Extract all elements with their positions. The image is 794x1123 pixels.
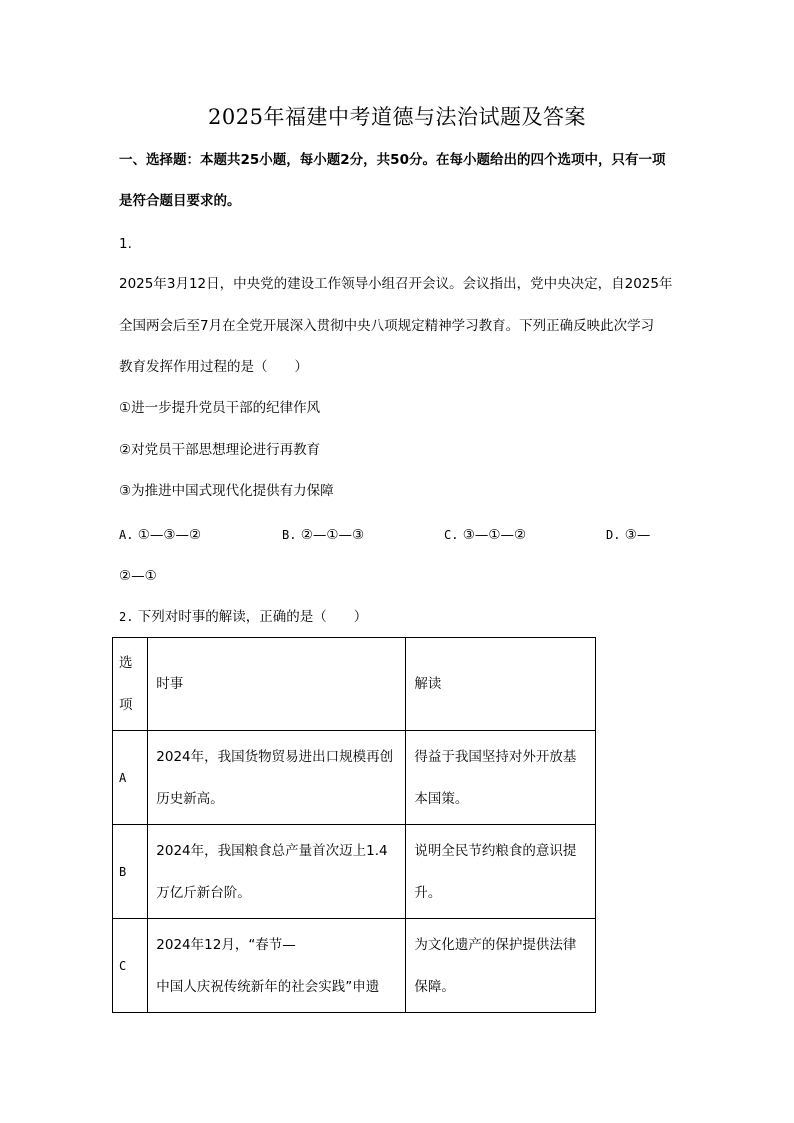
section-heading-line-2: 是符合题目要求的。 bbox=[119, 193, 241, 209]
question-1-option-b bbox=[282, 525, 364, 545]
question-2-stem-text: 下列对时事的解读，正确的是（ ） bbox=[137, 609, 368, 625]
option-letter: C. bbox=[444, 528, 459, 542]
question-1-stem-line-1: 2025年3月12日，中央党的建设工作领导小组召开会议。会议指出，党中央决定，自2025年 bbox=[119, 276, 673, 292]
option-text: ③—①—② bbox=[462, 527, 527, 543]
interpretation-line: 本国策。 bbox=[414, 790, 469, 807]
question-1-option-d bbox=[606, 525, 650, 545]
option-letter: A. bbox=[119, 528, 134, 542]
row-interpretation-cell bbox=[406, 825, 596, 919]
question-1-statement-2: ②对党员干部思想理论进行再教育 bbox=[119, 442, 321, 458]
table-row bbox=[113, 825, 596, 919]
document-title: 2025年福建中考道德与法治试题及答案 bbox=[208, 105, 586, 129]
row-event-cell bbox=[148, 919, 406, 1013]
header-option-line-2: 项 bbox=[119, 697, 133, 713]
option-text: ②—①—③ bbox=[300, 527, 365, 543]
event-line: 2024年，我国货物贸易进出口规模再创 bbox=[156, 748, 394, 765]
event-line: 万亿斤新台阶。 bbox=[156, 884, 251, 901]
event-line: 2024年，我国粮食总产量首次迈上1.4 bbox=[156, 842, 388, 859]
event-line: 历史新高。 bbox=[156, 790, 224, 807]
section-heading-line-1: 一、选择题：本题共25小题，每小题2分，共50分。在每小题给出的四个选项中，只有一项 bbox=[119, 152, 666, 168]
interpretation-line: 保障。 bbox=[414, 978, 455, 995]
question-1-number: 1. bbox=[119, 236, 132, 252]
event-line: 2024年12月，“春节— bbox=[156, 936, 296, 953]
question-1-option-a bbox=[119, 525, 201, 545]
row-event-cell bbox=[148, 825, 406, 919]
option-text: ③— bbox=[624, 527, 651, 543]
table-row bbox=[113, 919, 596, 1013]
row-option-cell: B bbox=[113, 825, 148, 919]
row-event-cell bbox=[148, 731, 406, 825]
option-letter: D. bbox=[606, 528, 621, 542]
option-letter: B. bbox=[282, 528, 297, 542]
interpretation-line: 升。 bbox=[414, 884, 442, 901]
question-1-option-d-continuation: ②—① bbox=[119, 568, 157, 584]
question-1-stem-line-3: 教育发挥作用过程的是（ ） bbox=[119, 359, 308, 375]
row-interpretation-cell bbox=[406, 919, 596, 1013]
question-2-table bbox=[112, 637, 596, 1013]
table-header-row bbox=[113, 638, 596, 731]
row-option-cell: C bbox=[113, 919, 148, 1013]
table-row bbox=[113, 731, 596, 825]
header-option-line-1: 选 bbox=[119, 655, 133, 671]
option-text: ①—③—② bbox=[137, 527, 202, 543]
question-2-number: 2. bbox=[119, 610, 134, 624]
row-option-cell: A bbox=[113, 731, 148, 825]
header-interpretation-cell: 解读 bbox=[406, 638, 596, 731]
question-1-option-c bbox=[444, 525, 526, 545]
header-event-cell: 时事 bbox=[148, 638, 406, 731]
question-1-statement-3: ③为推进中国式现代化提供有力保障 bbox=[119, 483, 334, 499]
interpretation-line: 得益于我国坚持对外开放基 bbox=[414, 748, 577, 765]
interpretation-line: 为文化遗产的保护提供法律 bbox=[414, 936, 577, 953]
question-1-stem-line-2: 全国两会后至7月在全党开展深入贯彻中央八项规定精神学习教育。下列正确反映此次学习 bbox=[119, 318, 655, 334]
header-option-cell bbox=[113, 638, 148, 731]
row-interpretation-cell bbox=[406, 731, 596, 825]
event-line: 中国人庆祝传统新年的社会实践”申遗 bbox=[156, 978, 380, 995]
question-2-stem bbox=[119, 607, 367, 627]
question-1-statement-1: ①进一步提升党员干部的纪律作风 bbox=[119, 400, 321, 416]
interpretation-line: 说明全民节约粮食的意识提 bbox=[414, 842, 577, 859]
